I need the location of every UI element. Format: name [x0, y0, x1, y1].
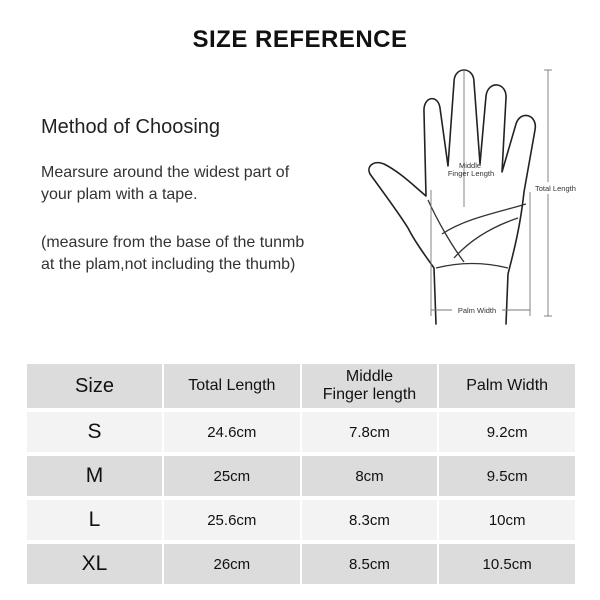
- table-row: [27, 544, 575, 584]
- header-line: Finger length: [322, 386, 417, 403]
- measure-note: [41, 232, 381, 276]
- palm-crease: [454, 218, 518, 258]
- header-palm-width: Palm Width: [439, 364, 575, 408]
- palm-width-cell: 9.5cm: [439, 456, 575, 496]
- note-line: (measure from the base of the tunmb: [41, 234, 305, 251]
- table-row: [27, 500, 575, 540]
- palm-width-cell: 10.5cm: [439, 544, 575, 584]
- note-line: at the plam,not including the thumb): [41, 256, 296, 273]
- middle-finger-cell: 8.5cm: [302, 544, 438, 584]
- header-total-length: Total Length: [164, 364, 300, 408]
- header-size: Size: [27, 364, 162, 408]
- palm-width-cell: 9.2cm: [439, 412, 575, 452]
- size-table: [25, 360, 577, 588]
- wrist-line: [436, 264, 508, 269]
- hand-outline: [369, 70, 535, 324]
- total-length-label: Total Length: [535, 184, 576, 193]
- middle-finger-cell: 8.3cm: [302, 500, 438, 540]
- middle-finger-cell: 8cm: [302, 456, 438, 496]
- page-title: SIZE REFERENCE: [192, 26, 408, 53]
- middle-finger-label: Finger Length: [447, 169, 495, 178]
- instruction-line: your plam with a tape.: [41, 186, 198, 203]
- header-middle-finger-length: [302, 364, 438, 408]
- size-cell: S: [27, 412, 162, 452]
- instruction-line: Mearsure around the widest part of: [41, 164, 290, 181]
- hand-diagram: [368, 62, 576, 324]
- total-length-cell: 25.6cm: [164, 500, 300, 540]
- size-cell: M: [27, 456, 162, 496]
- table-row: [27, 412, 575, 452]
- table-row: [27, 456, 575, 496]
- instruction-text: [41, 162, 381, 206]
- palm-width-label: Palm Width: [457, 306, 497, 315]
- total-length-cell: 25cm: [164, 456, 300, 496]
- total-length-cell: 24.6cm: [164, 412, 300, 452]
- method-heading: Method of Choosing: [41, 116, 221, 138]
- palm-width-cell: 10cm: [439, 500, 575, 540]
- size-cell: L: [27, 500, 162, 540]
- middle-finger-cell: 7.8cm: [302, 412, 438, 452]
- header-line: Middle: [345, 368, 394, 385]
- middle-finger-label: Middle: [458, 161, 482, 170]
- total-length-cell: 26cm: [164, 544, 300, 584]
- table-header-row: [27, 364, 575, 408]
- size-cell: XL: [27, 544, 162, 584]
